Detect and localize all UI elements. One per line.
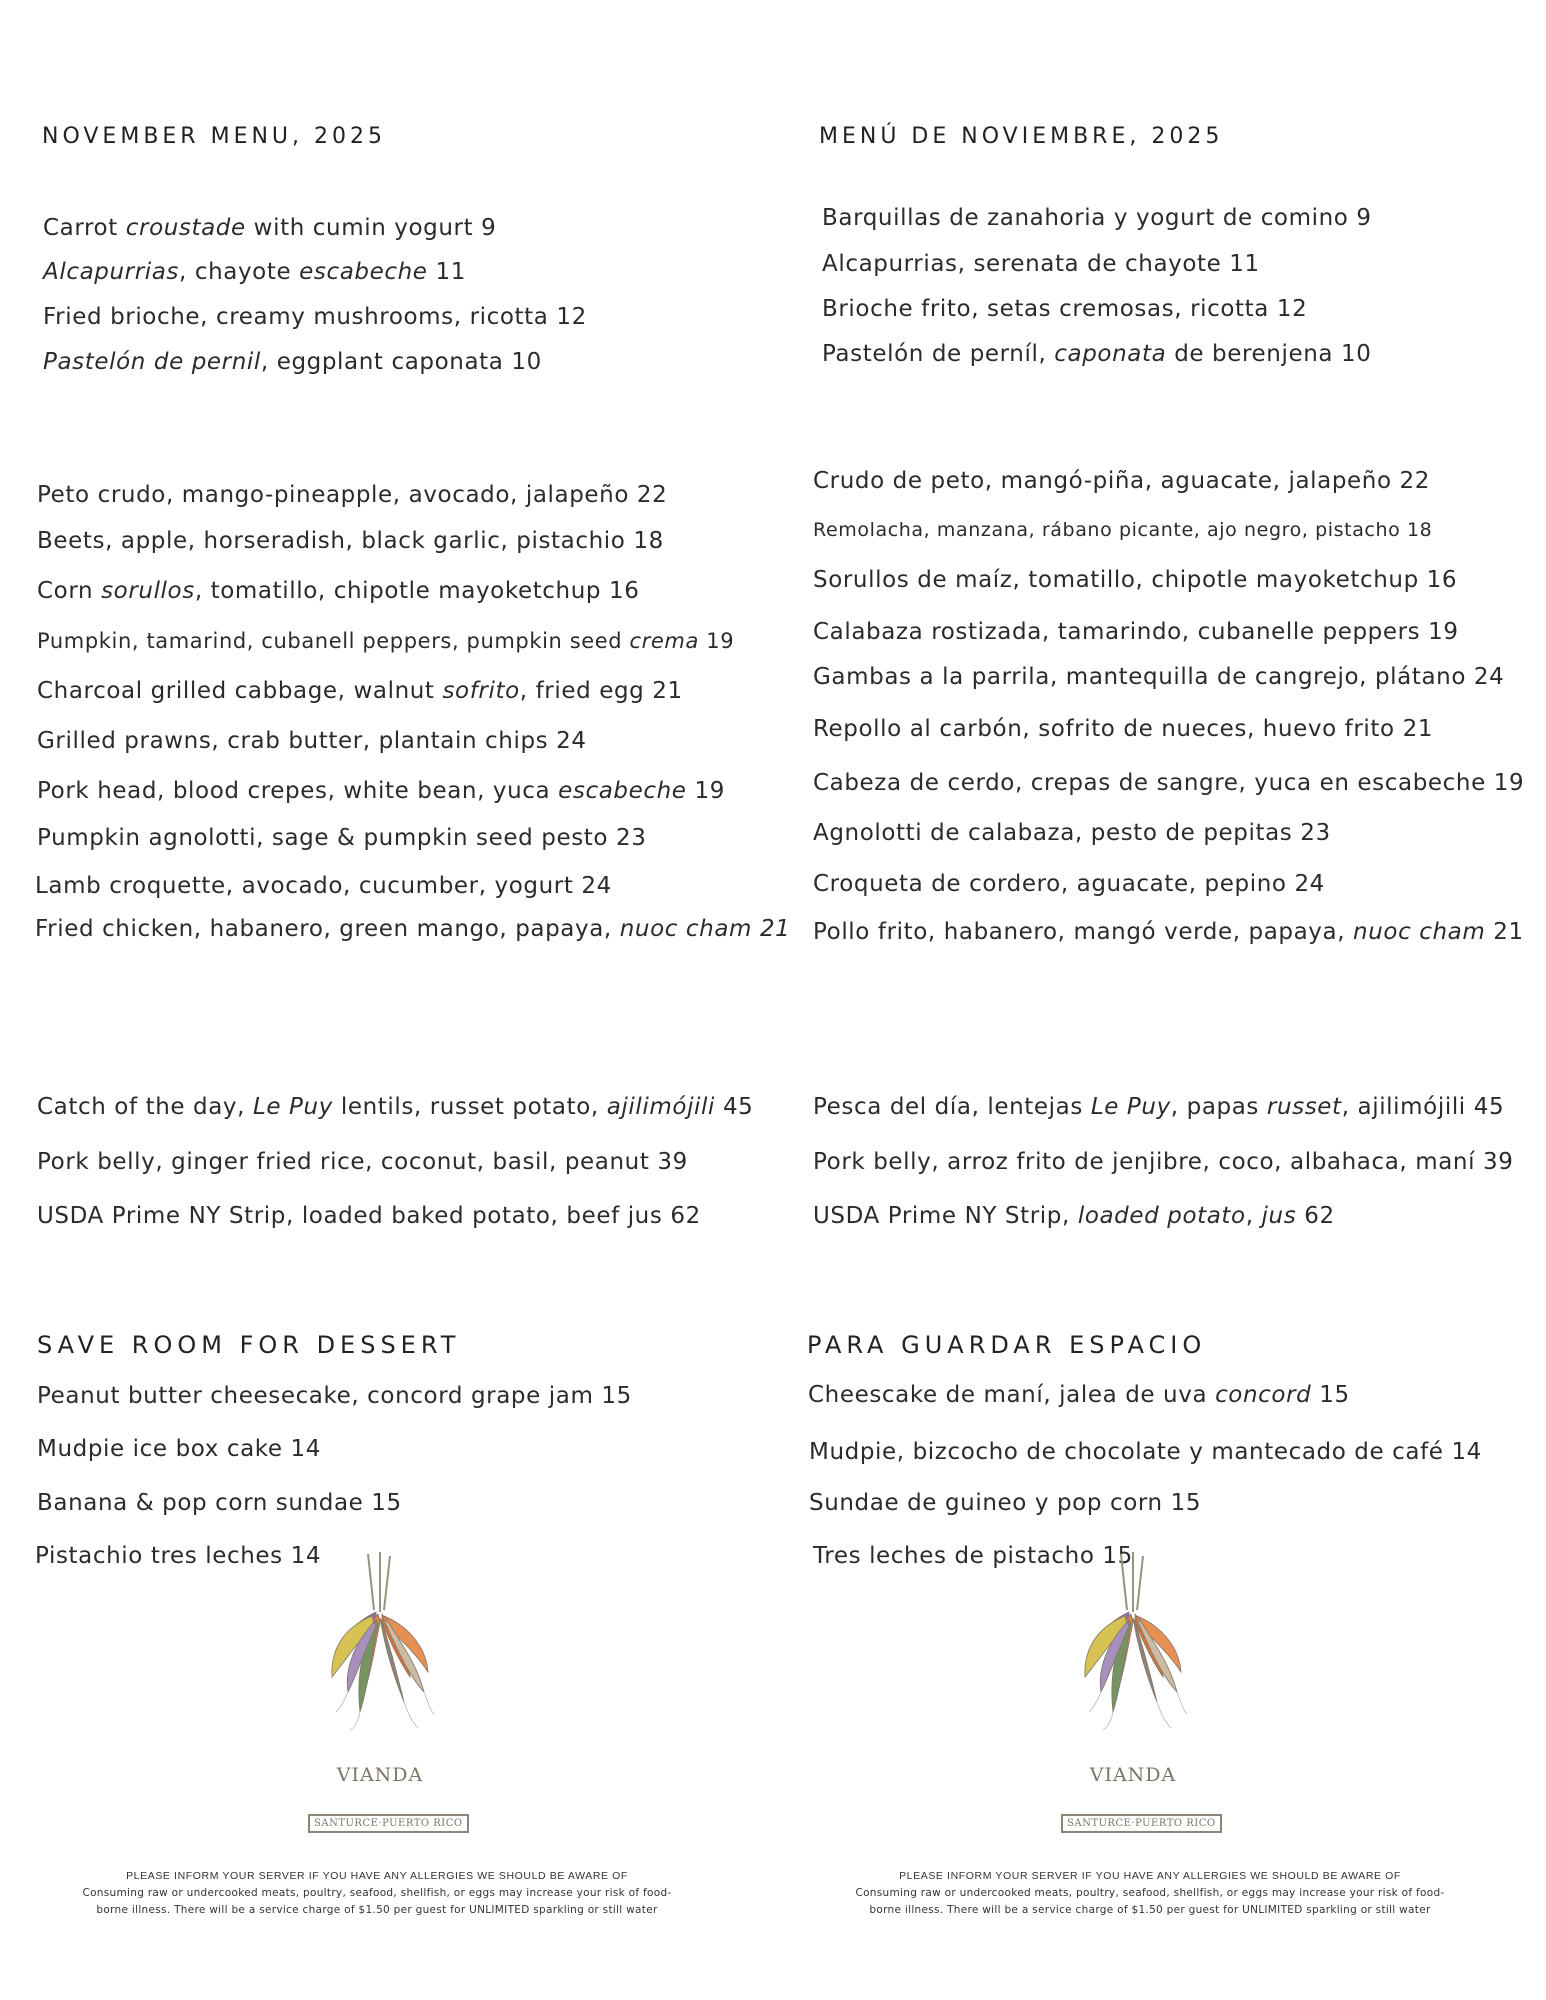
english-dessert-title: SAVE ROOM FOR DESSERT	[37, 1331, 461, 1359]
menu-item-text: Cabeza de cerdo, crepas de sangre, yuca en escabeche 19	[813, 770, 1525, 796]
menu-item-italic-text: crema	[629, 629, 699, 653]
vianda-root-illustration	[1053, 1552, 1213, 1732]
menu-item-italic-text: Pastelón de pernil	[43, 349, 261, 375]
menu-item-text: Catch of the day,	[37, 1094, 253, 1120]
spanish-menu-title: MENÚ DE NOVIEMBRE, 2025	[819, 124, 1224, 149]
menu-item-text: Corn	[37, 578, 102, 604]
menu-item	[813, 820, 1331, 846]
menu-item-italic-text: Le Puy	[1090, 1094, 1171, 1120]
menu-item	[813, 716, 1433, 742]
menu-item-text: Repollo al carbón, sofrito de nueces, huevo frito 21	[813, 716, 1434, 742]
food-safety-notice-line: Consuming raw or undercooked meats, poultry, seafood, shellfish, or eggs may increase your risk of food-	[855, 1887, 1445, 1899]
brand-name: VIANDA	[336, 1764, 424, 1786]
menu-item-text: Pumpkin agnolotti, sage & pumpkin seed pesto 23	[37, 825, 647, 851]
menu-item-italic-text: sofrito	[442, 678, 520, 704]
root-vegetables-icon	[300, 1552, 460, 1732]
menu-item	[37, 578, 640, 604]
menu-item-text: 62	[1296, 1203, 1335, 1229]
menu-item-text: Peto crudo, mango-pineapple, avocado, jalapeño 22	[37, 482, 668, 508]
menu-item-text: , papas	[1170, 1094, 1267, 1120]
menu-item-text: Calabaza rostizada, tamarindo, cubanelle peppers 19	[813, 619, 1459, 645]
menu-item-text: ,	[1245, 1203, 1262, 1229]
menu-item	[822, 296, 1307, 322]
spanish-dessert-title: PARA GUARDAR ESPACIO	[807, 1331, 1207, 1359]
menu-item-text: Mudpie ice box cake 14	[37, 1436, 322, 1462]
menu-item-text: Mudpie, bizcocho de chocolate y mantecado de café 14	[809, 1439, 1482, 1465]
menu-item-italic-text: escabeche	[299, 259, 428, 285]
water-charge-notice-line: borne illness. There will be a service charge of $1.50 per guest for UNLIMITED sparkling or still water	[869, 1904, 1431, 1916]
menu-item-text: Charcoal grilled cabbage, walnut	[37, 678, 443, 704]
menu-item-text: Pumpkin, tamarind, cubanell peppers, pumpkin seed	[37, 629, 630, 653]
menu-item-text: USDA Prime NY Strip, loaded baked potato, beef jus 62	[37, 1203, 701, 1229]
menu-item	[37, 1383, 632, 1409]
menu-item-text: Grilled prawns, crab butter, plantain chips 24	[37, 728, 587, 754]
menu-item-text: Pesca del día, lentejas	[813, 1094, 1091, 1120]
menu-item-text: Sorullos de maíz, tomatillo, chipotle mayoketchup 16	[813, 567, 1458, 593]
menu-item	[37, 728, 587, 754]
water-charge-notice-line: borne illness. There will be a service charge of $1.50 per guest for UNLIMITED sparkling or still water	[96, 1904, 658, 1916]
menu-item-text: lentils, russet potato,	[332, 1094, 607, 1120]
allergy-notice	[47, 1868, 707, 1919]
brand-location-badge: SANTURCE·PUERTO RICO	[1061, 1814, 1222, 1833]
menu-item	[822, 205, 1372, 231]
spanish-menu-column	[773, 0, 1533, 2000]
menu-item-italic-text: concord	[1215, 1382, 1312, 1408]
menu-item-text: , ajilimójili 45	[1341, 1094, 1505, 1120]
menu-item	[37, 1094, 753, 1120]
menu-item	[43, 304, 587, 330]
menu-item	[37, 825, 646, 851]
menu-item-text: , chayote	[179, 259, 300, 285]
menu-item	[813, 871, 1325, 897]
menu-item	[37, 678, 683, 704]
menu-item-text: Peanut butter cheesecake, concord grape jam 15	[37, 1383, 632, 1409]
menu-item-text: 19	[698, 629, 735, 653]
menu-item	[813, 770, 1524, 796]
allergy-notice-line: PLEASE INFORM YOUR SERVER IF YOU HAVE ANY ALLERGIES WE SHOULD BE AWARE OF	[126, 1870, 628, 1882]
menu-item-italic-text: Le Puy	[252, 1094, 333, 1120]
menu-item	[809, 1439, 1482, 1465]
menu-item-text: 15	[1311, 1382, 1350, 1408]
menu-item	[37, 629, 734, 653]
menu-item	[813, 567, 1457, 593]
menu-item-text: Fried brioche, creamy mushrooms, ricotta 12	[43, 304, 587, 330]
menu-item-text: Barquillas de zanahoria y yogurt de comino 9	[822, 205, 1372, 231]
menu-item	[37, 482, 667, 508]
menu-item	[37, 1436, 321, 1462]
menu-item-italic-text: nuoc cham	[1353, 919, 1486, 945]
menu-item	[822, 251, 1260, 277]
menu-item-italic-text: croustade	[125, 215, 246, 241]
menu-item-italic-text: russet	[1266, 1094, 1342, 1120]
menu-item	[813, 919, 1524, 945]
vianda-root-illustration	[300, 1552, 460, 1732]
menu-item-text: with cumin yogurt 9	[245, 215, 497, 241]
menu-item	[813, 519, 1432, 541]
menu-item-text: 19	[686, 778, 725, 804]
brand-name: VIANDA	[1089, 1764, 1177, 1786]
menu-item	[813, 619, 1459, 645]
menu-item	[37, 528, 664, 554]
menu-item	[35, 916, 790, 942]
menu-item-text: Cheescake de maní, jalea de uva	[808, 1382, 1216, 1408]
menu-item	[35, 1543, 321, 1569]
menu-item-text: Fried chicken, habanero, green mango, papaya,	[35, 916, 620, 942]
menu-item-italic-text: jus	[1261, 1203, 1297, 1229]
menu-item-italic-text: caponata	[1054, 341, 1167, 367]
menu-item-italic-text: loaded potato	[1077, 1203, 1246, 1229]
menu-item-text: Pork belly, ginger fried rice, coconut, basil, peanut 39	[37, 1149, 688, 1175]
allergy-notice	[820, 1868, 1480, 1919]
root-vegetables-icon	[1053, 1552, 1213, 1732]
menu-item	[808, 1382, 1350, 1408]
menu-item	[37, 1203, 701, 1229]
menu-item-text: Pastelón de perníl,	[822, 341, 1055, 367]
menu-item-text: Banana & pop corn sundae 15	[37, 1490, 402, 1516]
menu-item-italic-text: Alcapurrias	[43, 259, 180, 285]
menu-item-text: Pork belly, arroz frito de jenjibre, coco, albahaca, maní 39	[813, 1149, 1514, 1175]
menu-item-text: Carrot	[43, 215, 126, 241]
menu-item	[35, 873, 612, 899]
menu-item-text: Agnolotti de calabaza, pesto de pepitas 23	[813, 820, 1331, 846]
menu-item	[813, 1094, 1504, 1120]
menu-item-text: Tres leches de pistacho 15	[813, 1543, 1133, 1569]
menu-item	[37, 1490, 402, 1516]
menu-item	[43, 215, 496, 241]
menu-item	[37, 778, 725, 804]
menu-item	[809, 1490, 1201, 1516]
menu-item-italic-text: escabeche	[558, 778, 687, 804]
menu-item	[813, 1149, 1513, 1175]
menu-item-italic-text: nuoc cham 21	[619, 916, 791, 942]
menu-item-text: Pistachio tres leches 14	[35, 1543, 322, 1569]
menu-item	[43, 349, 542, 375]
menu-item-text: 21	[1485, 919, 1524, 945]
menu-item	[813, 468, 1430, 494]
food-safety-notice-line: Consuming raw or undercooked meats, poultry, seafood, shellfish, or eggs may increase your risk of food-	[82, 1887, 672, 1899]
menu-item	[813, 1203, 1335, 1229]
menu-item-text: Pork head, blood crepes, white bean, yuca	[37, 778, 559, 804]
menu-item-text: USDA Prime NY Strip,	[813, 1203, 1078, 1229]
allergy-notice-line: PLEASE INFORM YOUR SERVER IF YOU HAVE ANY ALLERGIES WE SHOULD BE AWARE OF	[899, 1870, 1401, 1882]
menu-item-text: 45	[715, 1094, 754, 1120]
menu-item	[37, 1149, 688, 1175]
menu-item-text: Brioche frito, setas cremosas, ricotta 12	[822, 296, 1308, 322]
brand-location-badge: SANTURCE·PUERTO RICO	[308, 1814, 469, 1833]
menu-item-text: Alcapurrias, serenata de chayote 11	[822, 251, 1260, 277]
menu-item-text: , tomatillo, chipotle mayoketchup 16	[194, 578, 640, 604]
menu-item-text: Croqueta de cordero, aguacate, pepino 24	[813, 871, 1325, 897]
menu-item	[822, 341, 1371, 367]
english-menu-title: NOVEMBER MENU, 2025	[42, 124, 387, 149]
menu-item-text: Gambas a la parrila, mantequilla de cangrejo, plátano 24	[813, 664, 1505, 690]
menu-item-text: 11	[427, 259, 466, 285]
menu-item-text: Beets, apple, horseradish, black garlic, pistachio 18	[37, 528, 664, 554]
menu-item-text: de berenjena 10	[1166, 341, 1372, 367]
menu-item	[43, 259, 466, 285]
menu-item-italic-text: ajilimójili	[606, 1094, 716, 1120]
menu-item-italic-text: sorullos	[101, 578, 195, 604]
menu-item	[813, 664, 1504, 690]
menu-item-text: Sundae de guineo y pop corn 15	[809, 1490, 1202, 1516]
menu-item-text: , fried egg 21	[519, 678, 683, 704]
menu-item-text: Remolacha, manzana, rábano picante, ajo negro, pistacho 18	[813, 519, 1433, 541]
menu-item-text: Lamb croquette, avocado, cucumber, yogurt 24	[35, 873, 612, 899]
menu-item-text: Pollo frito, habanero, mangó verde, papaya,	[813, 919, 1354, 945]
menu-item-text: Crudo de peto, mangó-piña, aguacate, jalapeño 22	[813, 468, 1430, 494]
menu-item-text: , eggplant caponata 10	[260, 349, 542, 375]
